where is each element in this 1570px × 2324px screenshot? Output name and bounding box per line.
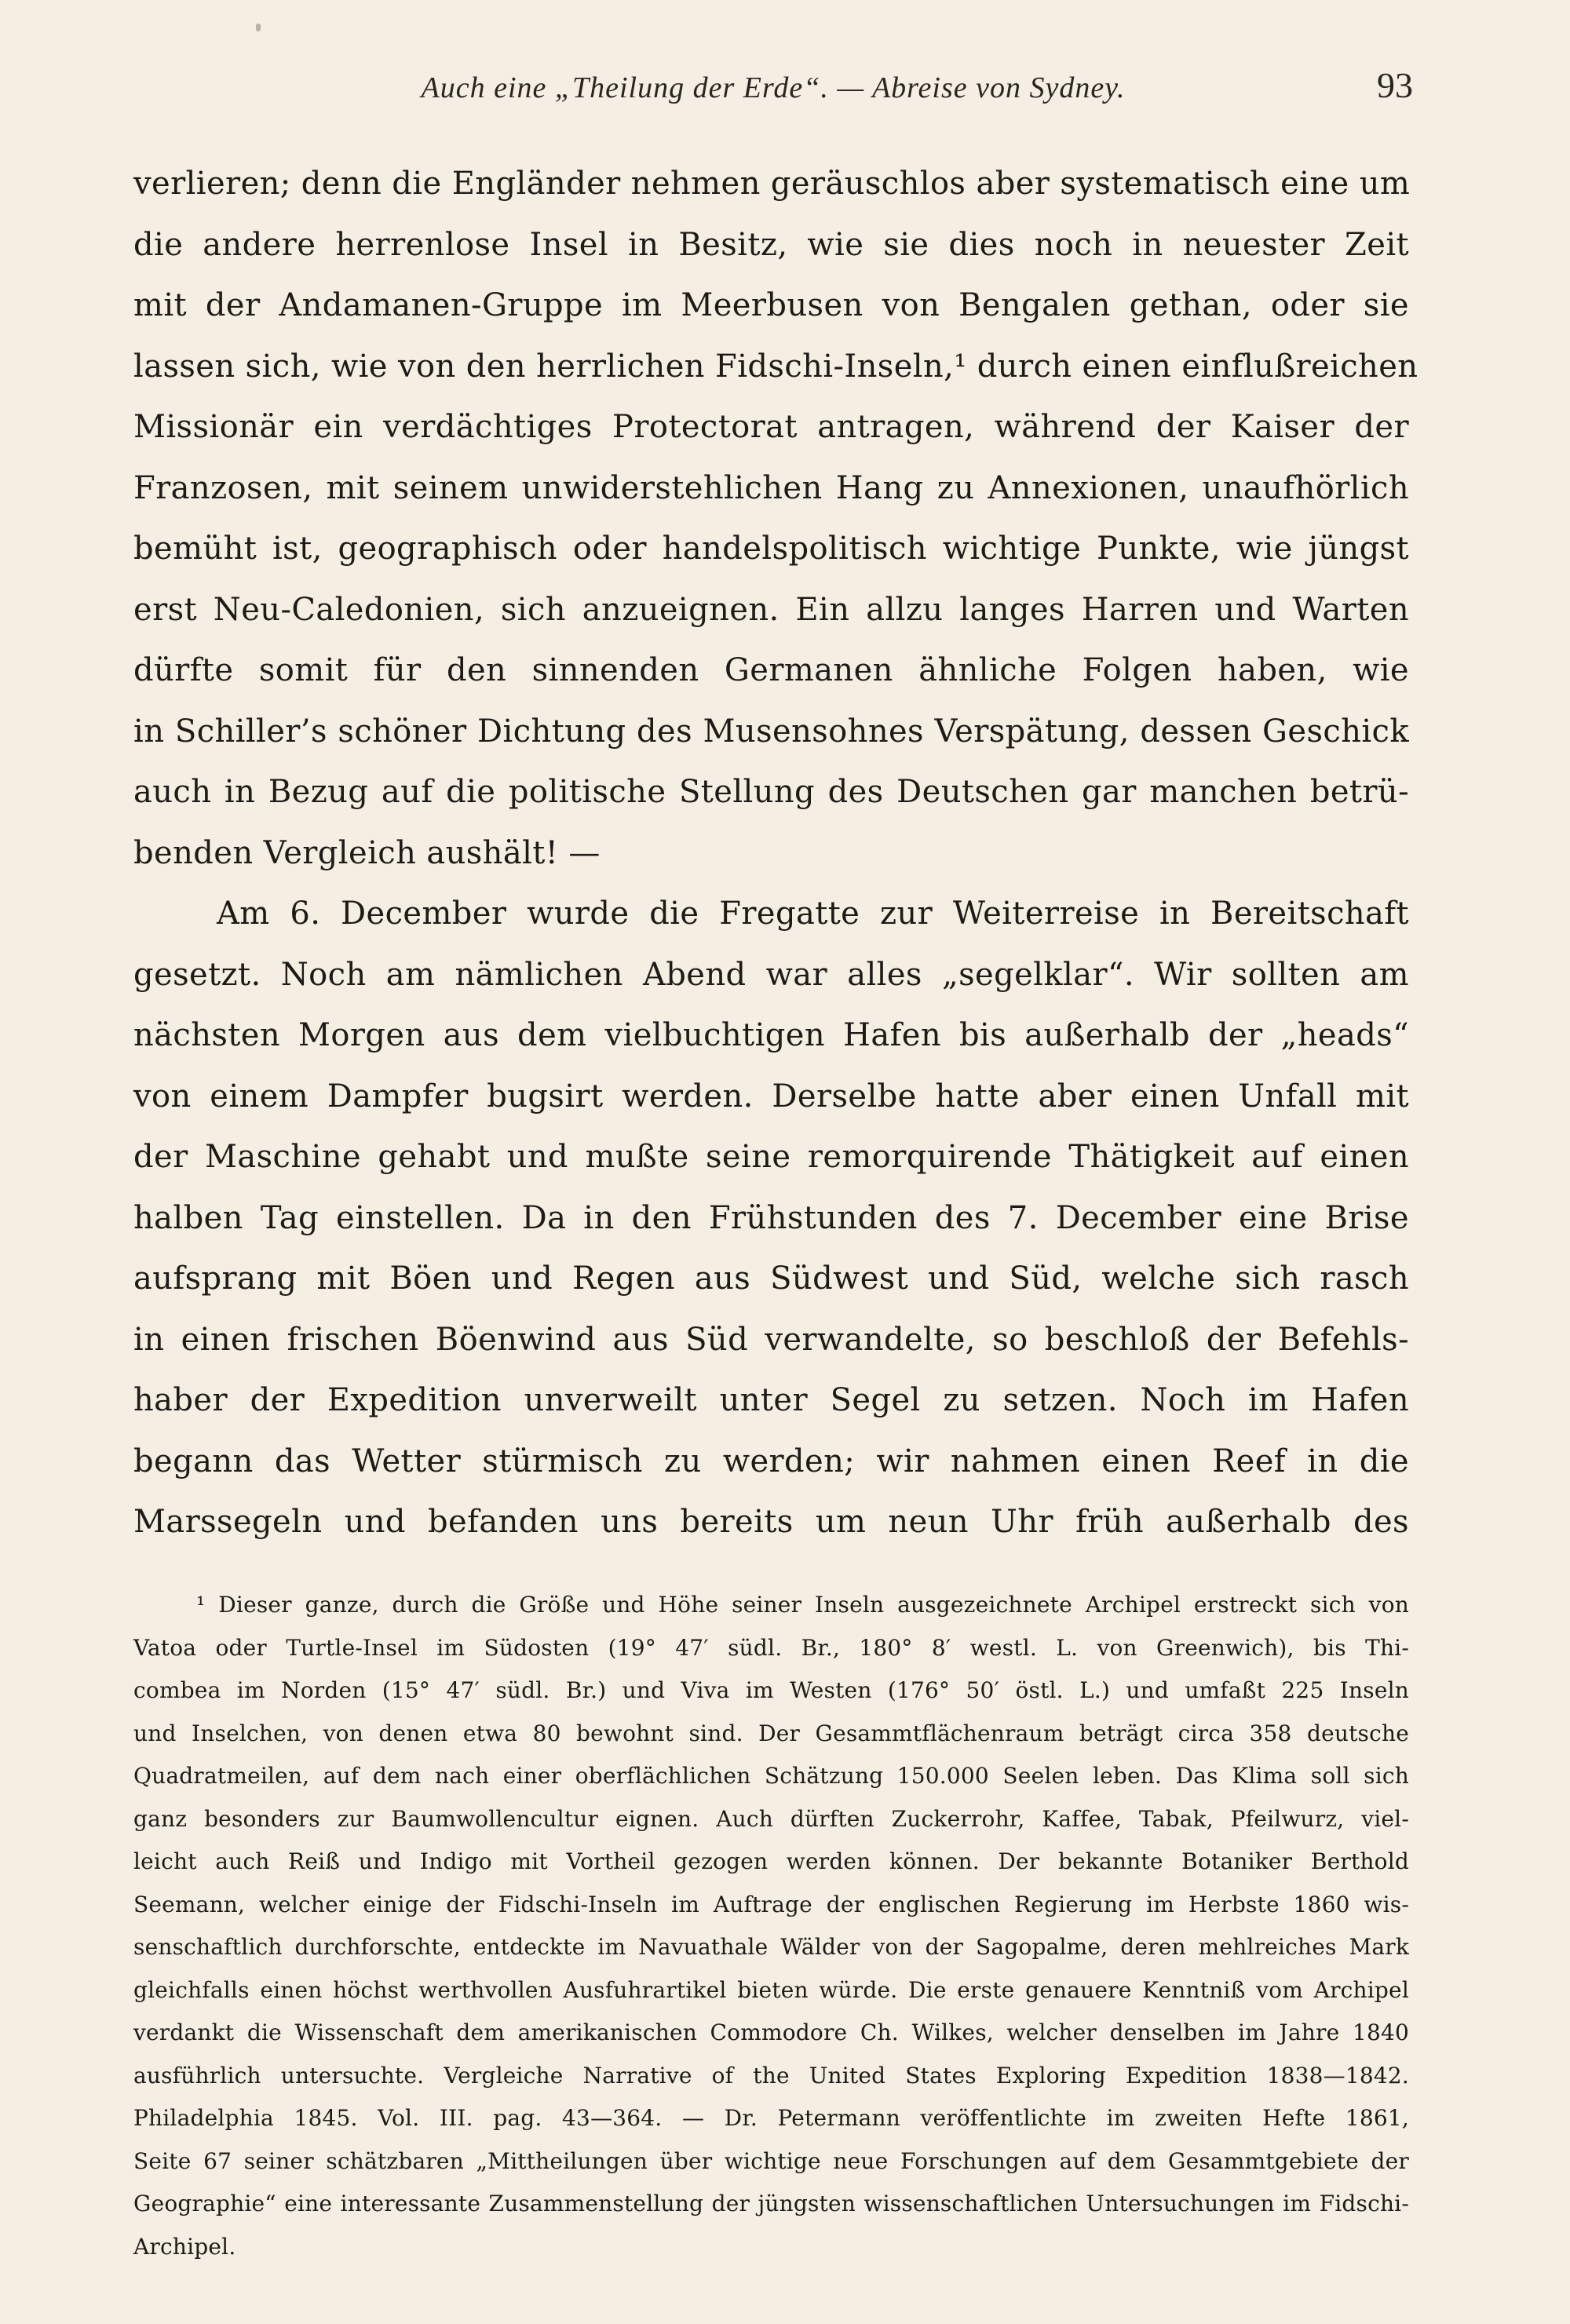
text-line: die andere herrenlose Insel in Besitz, wie sie dies noch in neuester Zeit [133, 226, 1409, 263]
footnote-line: Seite 67 seiner schätzbaren „Mittheilungen über wichtige neue Forschungen auf dem Gesammtgebiete der [133, 2147, 1409, 2174]
text-line: der Maschine gehabt und mußte seine remorquirende Thätigkeit auf einen [133, 1139, 1409, 1175]
body-text [133, 154, 1418, 1553]
text-line: nächsten Morgen aus dem vielbuchtigen Hafen bis außerhalb der „heads“ [133, 1017, 1409, 1053]
text-line: mit der Andamanen-Gruppe im Meerbusen von Bengalen gethan, oder sie [133, 287, 1409, 323]
footnote-line: ganz besonders zur Baumwollencultur eignen. Auch dürften Zuckerrohr, Kaffee, Tabak, Pfeilwurz, viel- [133, 1805, 1409, 1832]
text-line: gesetzt. Noch am nämlichen Abend war alles „segelklar“. Wir sollten am [133, 956, 1409, 993]
text-line: verlieren; denn die Engländer nehmen geräuschlos aber systematisch eine um [133, 166, 1411, 202]
footnote-line: und Inselchen, von denen etwa 80 bewohnt sind. Der Gesammtflächenraum beträgt circa 358 deutsche [133, 1720, 1409, 1746]
text-line: lassen sich, wie von den herrlichen Fidschi-Inseln,¹ durch einen einflußreichen [133, 348, 1418, 385]
text-line: in einen frischen Böenwind aus Süd verwandelte, so beschloß der Befehls- [133, 1321, 1409, 1358]
running-head [133, 64, 1413, 111]
text-line: erst Neu-Caledonien, sich anzueignen. Ein allzu langes Harren und Warten [133, 591, 1409, 628]
text-line: haber der Expedition unverweilt unter Segel zu setzen. Noch im Hafen [133, 1382, 1409, 1418]
text-line: Missionär ein verdächtiges Protectorat antragen, während der Kaiser der [133, 409, 1409, 445]
footnote-line: combea im Norden (15° 47′ südl. Br.) und Viva im Westen (176° 50′ östl. L.) und umfaßt 225 Inseln [133, 1677, 1409, 1703]
text-line: aufsprang mit Böen und Regen aus Südwest und Süd, welche sich rasch [133, 1261, 1409, 1297]
text-line: auch in Bezug auf die politische Stellung des Deutschen gar manchen betrü- [133, 774, 1409, 810]
footnote-line: Philadelphia 1845. Vol. III. pag. 43—364. — Dr. Petermann veröffentlichte im zweiten Hefte 1861, [133, 2105, 1409, 2131]
text-line: Franzosen, mit seinem unwiderstehlichen Hang zu Annexionen, unaufhörlich [133, 469, 1409, 506]
text-line: in Schiller’s schöner Dichtung des Musensohnes Verspätung, dessen Geschick [133, 713, 1409, 750]
footnote-line: Seemann, welcher einige der Fidschi-Inseln im Auftrage der englischen Regierung im Herbste 1860 wis- [133, 1891, 1409, 1917]
text-line: bemüht ist, geographisch oder handelspolitisch wichtige Punkte, wie jüngst [133, 531, 1409, 567]
text-line: von einem Dampfer bugsirt werden. Derselbe hatte aber einen Unfall mit [133, 1078, 1409, 1115]
footnote-line: senschaftlich durchforschte, entdeckte im Navuathale Wälder von der Sagopalme, deren mehlreiches Mark [133, 1934, 1409, 1960]
footnote-start-line: ¹ Dieser ganze, durch die Größe und Höhe seiner Inseln ausgezeichnete Archipel erstreckt sich von [196, 1592, 1409, 1618]
text-line: begann das Wetter stürmisch zu werden; wir nahmen einen Reef in die [133, 1443, 1409, 1479]
paragraph-end-line: benden Vergleich aushält! — [133, 834, 601, 871]
text-line: dürfte somit für den sinnenden Germanen ähnliche Folgen haben, wie [133, 652, 1409, 688]
paper-speck [256, 24, 261, 31]
footnote-line: Geographie“ eine interessante Zusammenstellung der jüngsten wissenschaftlichen Untersuchungen im Fidschi- [133, 2191, 1409, 2216]
footnote-line: Vatoa oder Turtle-Insel im Südosten (19° 47′ südl. Br., 180° 8′ westl. L. von Greenwich), bis Thi- [133, 1634, 1409, 1661]
footnote-block [133, 1584, 1409, 2268]
paragraph-start-line: Am 6. December wurde die Fregatte zur Weiterreise in Bereitschaft [217, 896, 1409, 932]
footnote-line: ausführlich untersuchte. Vergleiche Narrative of the United States Exploring Expedition 1838—1842. [133, 2062, 1409, 2089]
footnote-line: Quadratmeilen, auf dem nach einer oberflächlichen Schätzung 150.000 Seelen leben. Das Klima soll sich [133, 1763, 1409, 1789]
text-line: Marssegeln und befanden uns bereits um neun Uhr früh außerhalb des [133, 1504, 1409, 1540]
page-number: 93 [1377, 65, 1413, 105]
footnote-line: gleichfalls einen höchst werthvollen Ausfuhrartikel bieten würde. Die erste genauere Kenntniß vom Archipel [133, 1976, 1409, 2003]
text-line: halben Tag einstellen. Da in den Frühstunden des 7. December eine Brise [133, 1199, 1409, 1236]
footnote-line: leicht auch Reiß und Indigo mit Vortheil gezogen werden können. Der bekannte Botaniker Berthold [133, 1848, 1409, 1874]
footnote-line: verdankt die Wissenschaft dem amerikanischen Commodore Ch. Wilkes, welcher denselben im Jahre 1840 [133, 2019, 1409, 2045]
footnote-end-line: Archipel. [133, 2233, 236, 2260]
running-title: Auch eine „Theilung der Erde“. — Abreise von Sydney. [421, 71, 1126, 104]
